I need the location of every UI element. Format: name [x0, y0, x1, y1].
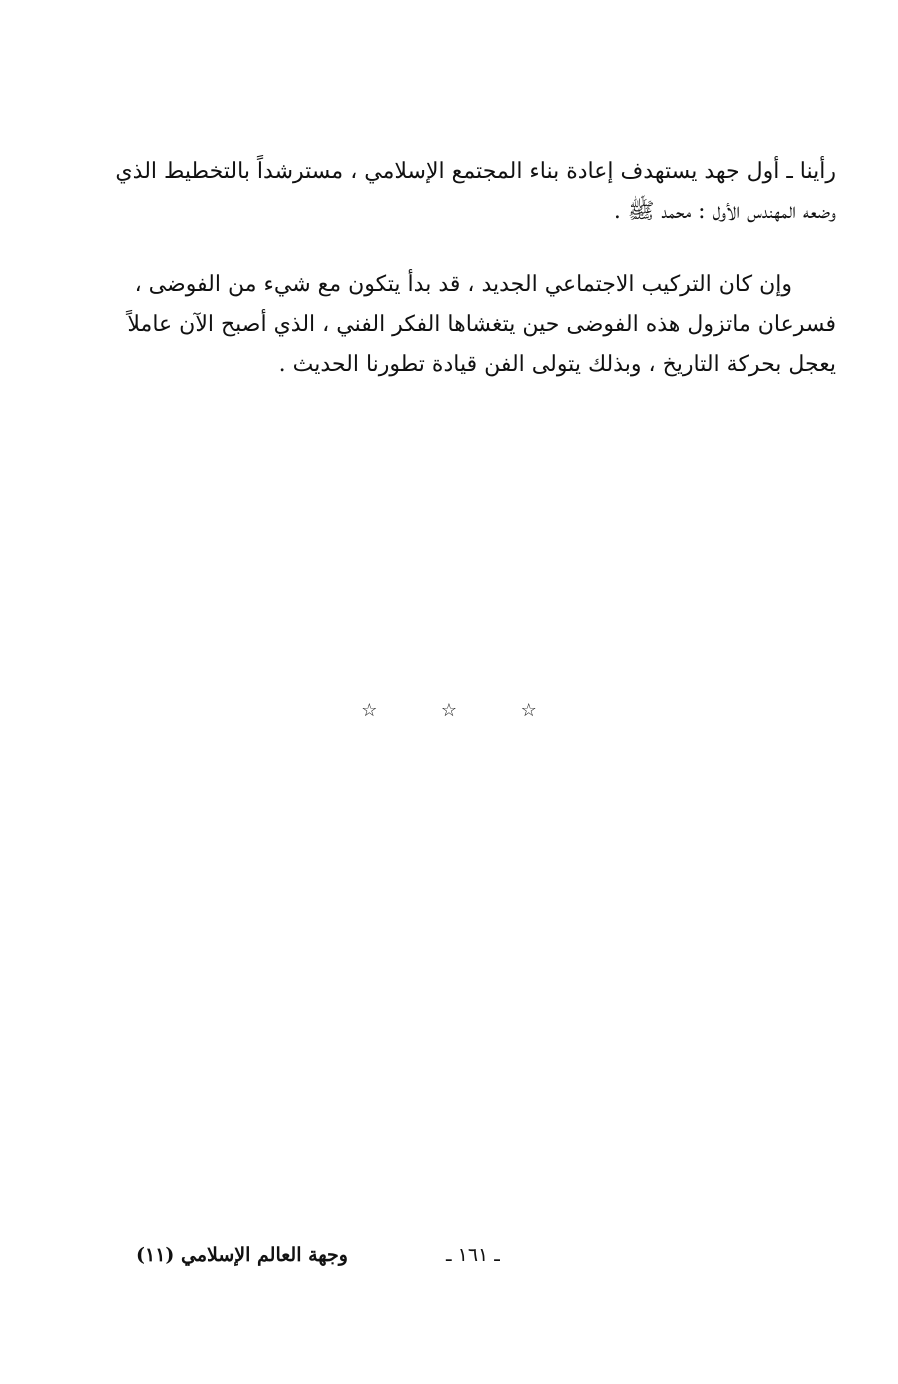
section-separator [0, 700, 898, 721]
star-icon: ☆ [440, 700, 458, 721]
running-title: وجهة العالم الإسلامي (١١) [136, 1244, 348, 1266]
page-footer [136, 1240, 836, 1270]
paragraph-line: فسرعان ماتزول هذه الفوضى حين يتغشاها الفكر الفني ، الذي أصبح الآن عاملاً [127, 312, 836, 337]
paragraph-line: وضعه المهندس الأول : محمد ﷺ . [613, 199, 836, 224]
paragraph-line: رأينا ـ أول جهد يستهدف إعادة بناء المجتمع الإسلامي ، مسترشداً بالتخطيط الذي [115, 159, 836, 184]
paragraph-line: وإن كان التركيب الاجتماعي الجديد ، قد بدأ يتكون مع شيء من الفوضى ، [134, 272, 792, 297]
paragraph-1 [115, 152, 836, 232]
star-icon: ☆ [520, 700, 537, 721]
paragraph-line: يعجل بحركة التاريخ ، وبذلك يتولى الفن قيادة تطورنا الحديث . [278, 352, 836, 377]
paragraph-2 [127, 265, 836, 385]
star-icon: ☆ [361, 700, 378, 721]
page-number: ـ ١٦١ ـ [446, 1244, 500, 1266]
